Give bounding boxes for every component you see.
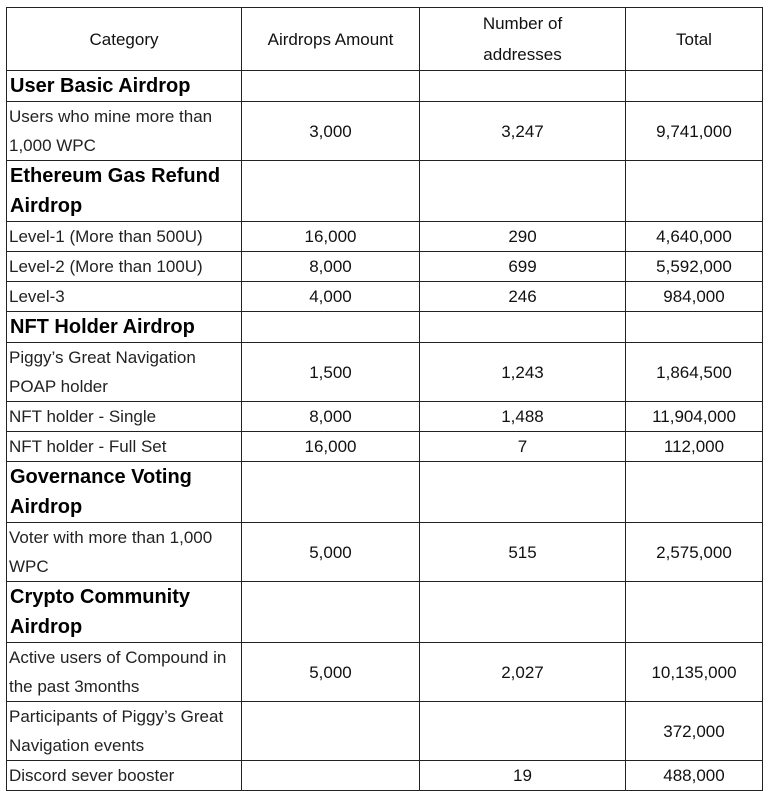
cell-airdrops-amount: [242, 582, 420, 643]
cell-category: Voter with more than 1,000 WPC: [7, 523, 242, 582]
cell-number-of-addresses: 246: [420, 282, 626, 312]
cell-airdrops-amount: [242, 702, 420, 761]
cell-total: [626, 312, 763, 343]
cell-category: Level-2 (More than 100U): [7, 252, 242, 282]
cell-airdrops-amount: 5,000: [242, 643, 420, 702]
cell-category: Active users of Compound in the past 3months: [7, 643, 242, 702]
cell-number-of-addresses: 1,488: [420, 402, 626, 432]
cell-airdrops-amount: 16,000: [242, 222, 420, 252]
section-row: [7, 462, 763, 523]
table-row: [7, 252, 763, 282]
cell-number-of-addresses: [420, 582, 626, 643]
header-total: Total: [626, 8, 763, 71]
cell-total: 5,592,000: [626, 252, 763, 282]
header-number-of-addresses: Number of addresses: [420, 8, 626, 71]
cell-category: Discord sever booster: [7, 761, 242, 791]
table-row: [7, 343, 763, 402]
airdrop-table: [6, 7, 763, 791]
cell-total: 11,904,000: [626, 402, 763, 432]
table-row: [7, 643, 763, 702]
cell-total: 9,741,000: [626, 102, 763, 161]
cell-airdrops-amount: [242, 761, 420, 791]
table-row: [7, 102, 763, 161]
cell-total: 4,640,000: [626, 222, 763, 252]
cell-airdrops-amount: 5,000: [242, 523, 420, 582]
cell-number-of-addresses: [420, 71, 626, 102]
cell-total: 112,000: [626, 432, 763, 462]
cell-number-of-addresses: 3,247: [420, 102, 626, 161]
cell-category: Governance Voting Airdrop: [7, 462, 242, 523]
cell-category: User Basic Airdrop: [7, 71, 242, 102]
section-row: [7, 71, 763, 102]
cell-total: [626, 161, 763, 222]
table-row: [7, 432, 763, 462]
cell-total: 2,575,000: [626, 523, 763, 582]
cell-number-of-addresses: 1,243: [420, 343, 626, 402]
cell-number-of-addresses: 699: [420, 252, 626, 282]
cell-category: Ethereum Gas Refund Airdrop: [7, 161, 242, 222]
section-row: [7, 582, 763, 643]
cell-category: NFT Holder Airdrop: [7, 312, 242, 343]
cell-number-of-addresses: 19: [420, 761, 626, 791]
cell-number-of-addresses: [420, 161, 626, 222]
section-row: [7, 312, 763, 343]
table-row: [7, 282, 763, 312]
cell-total: 488,000: [626, 761, 763, 791]
cell-airdrops-amount: 3,000: [242, 102, 420, 161]
table-row: [7, 523, 763, 582]
table-row: [7, 761, 763, 791]
cell-airdrops-amount: 4,000: [242, 282, 420, 312]
cell-category: Crypto Community Airdrop: [7, 582, 242, 643]
section-row: [7, 161, 763, 222]
cell-number-of-addresses: 7: [420, 432, 626, 462]
cell-total: 10,135,000: [626, 643, 763, 702]
cell-airdrops-amount: [242, 71, 420, 102]
cell-airdrops-amount: 8,000: [242, 252, 420, 282]
header-row: [7, 8, 763, 71]
cell-total: [626, 582, 763, 643]
cell-number-of-addresses: 515: [420, 523, 626, 582]
cell-airdrops-amount: [242, 312, 420, 343]
cell-number-of-addresses: 2,027: [420, 643, 626, 702]
table-body: [7, 71, 763, 791]
cell-category: Level-3: [7, 282, 242, 312]
cell-number-of-addresses: 290: [420, 222, 626, 252]
cell-airdrops-amount: 16,000: [242, 432, 420, 462]
cell-airdrops-amount: [242, 462, 420, 523]
cell-total: 372,000: [626, 702, 763, 761]
table-row: [7, 702, 763, 761]
cell-category: Participants of Piggy’s Great Navigation events: [7, 702, 242, 761]
cell-airdrops-amount: 8,000: [242, 402, 420, 432]
header-airdrops-amount: Airdrops Amount: [242, 8, 420, 71]
table-row: [7, 402, 763, 432]
cell-number-of-addresses: [420, 312, 626, 343]
cell-category: Users who mine more than 1,000 WPC: [7, 102, 242, 161]
header-category: Category: [7, 8, 242, 71]
cell-category: NFT holder - Single: [7, 402, 242, 432]
table-row: [7, 222, 763, 252]
cell-category: NFT holder - Full Set: [7, 432, 242, 462]
cell-airdrops-amount: 1,500: [242, 343, 420, 402]
cell-number-of-addresses: [420, 702, 626, 761]
cell-category: Piggy’s Great Navigation POAP holder: [7, 343, 242, 402]
cell-total: [626, 462, 763, 523]
cell-total: 1,864,500: [626, 343, 763, 402]
cell-category: Level-1 (More than 500U): [7, 222, 242, 252]
cell-number-of-addresses: [420, 462, 626, 523]
cell-total: 984,000: [626, 282, 763, 312]
cell-total: [626, 71, 763, 102]
cell-airdrops-amount: [242, 161, 420, 222]
